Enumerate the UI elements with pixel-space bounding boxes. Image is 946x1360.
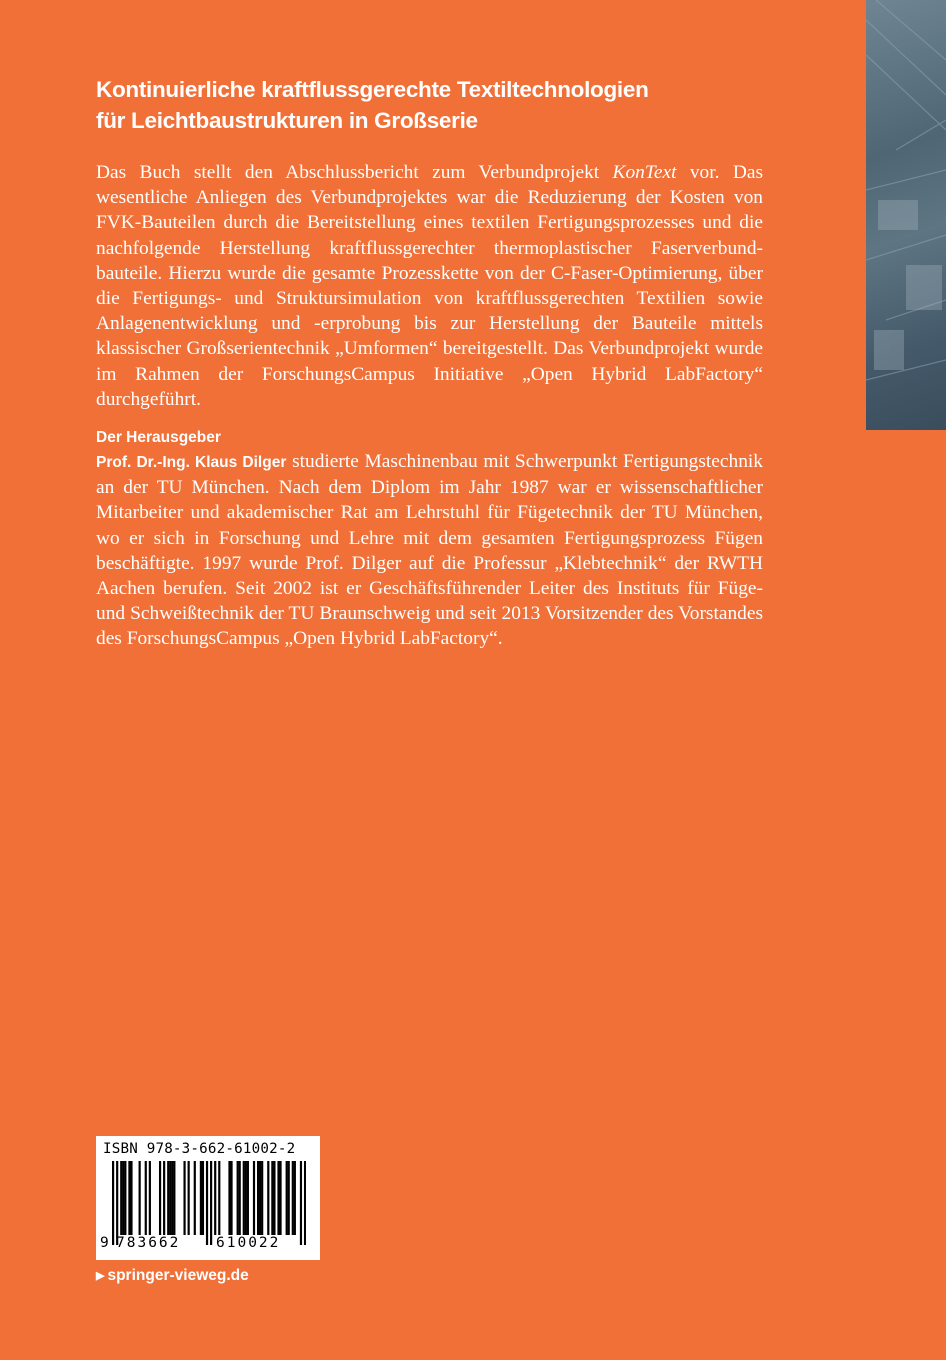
- barcode-bar: [239, 1161, 241, 1235]
- barcode-bar: [167, 1161, 169, 1235]
- barcode-bar: [145, 1161, 147, 1235]
- barcode-bar: [300, 1161, 302, 1245]
- barcode-bar: [159, 1161, 161, 1235]
- barcode-bars: [112, 1161, 306, 1245]
- barcode-bar: [116, 1161, 118, 1245]
- barcode-bar: [122, 1161, 124, 1235]
- barcode-bar: [253, 1161, 255, 1235]
- cover-photo-strip: [866, 0, 946, 430]
- editor-name: Prof. Dr.-Ing. Klaus Dilger: [96, 454, 287, 471]
- project-name: KonText: [612, 162, 677, 183]
- isbn-label: ISBN 978-3-662-61002-2: [103, 1141, 296, 1157]
- barcode-bar: [259, 1161, 261, 1235]
- barcode-bar: [130, 1161, 132, 1235]
- barcode-bar: [200, 1161, 202, 1235]
- abstract-text-rest: vor. Das wesentliche Anliegen des Verbundprojektes war die Reduzierung der Kosten von FVK-Bauteilen durch die Bereitstellung eines textilen Fertigungsprozesses und die nachfolgende Herstellung kraftflussgerechter thermoplastischer Faserverbundbauteile. Hierzu wurde die gesamte Prozesskette von der C-Faser-Optimierung, über die Fertigungs- und Struktursimulation von kraftflussgerechten Textilien sowie Anlagenentwicklung und -erprobung bis zur Herstellung der Bauteile mittels klassischer Großserientechnik „Umformen“ bereitgestellt. Das Verbundprojekt wurde im Rahmen der ForschungsCampus Initiative „Open Hybrid LabFactory“ durchgeführt.: [96, 162, 763, 410]
- barcode-bar: [218, 1161, 220, 1235]
- barcode-bar: [304, 1161, 306, 1245]
- abstract-text-start: Das Buch stellt den Abschlussbericht zum Verbundprojekt: [96, 162, 613, 183]
- barcode-bar: [243, 1161, 245, 1235]
- barcode-bar: [273, 1161, 275, 1235]
- barcode-bar: [139, 1161, 141, 1235]
- book-title: [96, 74, 796, 136]
- barcode-bar: [288, 1161, 290, 1235]
- barcode-bar: [214, 1161, 216, 1235]
- title-line-1: Kontinuierliche kraftflussgerechte Textiltechnologien: [96, 77, 649, 102]
- barcode-bar: [228, 1161, 230, 1235]
- editor-heading: Der Herausgeber: [96, 429, 221, 446]
- barcode-bar: [171, 1161, 173, 1235]
- barcode-bar: [169, 1161, 171, 1235]
- barcode-bar: [237, 1161, 239, 1235]
- website-label[interactable]: springer-vieweg.de: [107, 1267, 249, 1284]
- barcode-bar: [230, 1161, 232, 1235]
- publisher-website[interactable]: [96, 1266, 249, 1286]
- barcode-bar: [279, 1161, 281, 1235]
- barcode-bar: [183, 1161, 185, 1235]
- book-abstract: [96, 160, 763, 412]
- barcode-bar: [261, 1161, 263, 1235]
- barcode-bar: [128, 1161, 130, 1235]
- ean-left-group: 783662: [116, 1235, 181, 1251]
- barcode-bar: [124, 1161, 126, 1235]
- barcode-bar: [120, 1161, 122, 1235]
- triangle-right-icon: ▶: [96, 1270, 105, 1282]
- barcode-bar: [202, 1161, 204, 1235]
- barcode-bar: [163, 1161, 165, 1235]
- barcode-bar: [247, 1161, 249, 1235]
- barcode-bar: [188, 1161, 190, 1235]
- barcode-bar: [271, 1161, 273, 1235]
- ean-first-digit: 9: [100, 1235, 109, 1251]
- barcode-bar: [112, 1161, 114, 1245]
- ean-digits: [100, 1235, 316, 1251]
- barcode-bar: [277, 1161, 279, 1235]
- editor-bio-text: studierte Maschinenbau mit Schwerpunkt Fertigungstechnik an der TU München. Nach dem Diplom im Jahr 1987 war er wissenschaftlicher Mitarbeiter und akademischer Rat am Lehrstuhl für Fügetechnik der TU München, wo er sich in Forschung und Lehre mit dem gesamten Fertigungsprozess Fügen beschäftigte. 1997 wurde Prof. Dilger auf die Professur „Klebtechnik“ der RWTH Aachen berufen. Seit 2002 ist er Geschäftsführender Leiter des Instituts für Füge- und Schweißtechnik der TU Braunschweig und seit 2013 Vorsitzender des Vorstandes des ForschungsCampus „Open Hybrid LabFactory“.: [96, 451, 763, 650]
- title-line-2: für Leichtbaustrukturen in Großserie: [96, 108, 478, 133]
- barcode-bar: [294, 1161, 296, 1235]
- barcode-bar: [267, 1161, 269, 1235]
- editor-bio: [96, 449, 763, 652]
- barcode-bar: [286, 1161, 288, 1235]
- barcode-bar: [292, 1161, 294, 1235]
- barcode-bar: [245, 1161, 247, 1235]
- barcode-bar: [173, 1161, 175, 1235]
- barcode-bar: [194, 1161, 196, 1235]
- barcode-bar: [206, 1161, 208, 1245]
- ean-right-group: 610022: [216, 1235, 281, 1251]
- barcode-bar: [149, 1161, 151, 1235]
- barcode-bar: [257, 1161, 259, 1235]
- isbn-barcode: [96, 1136, 320, 1260]
- barcode-bar: [210, 1161, 212, 1245]
